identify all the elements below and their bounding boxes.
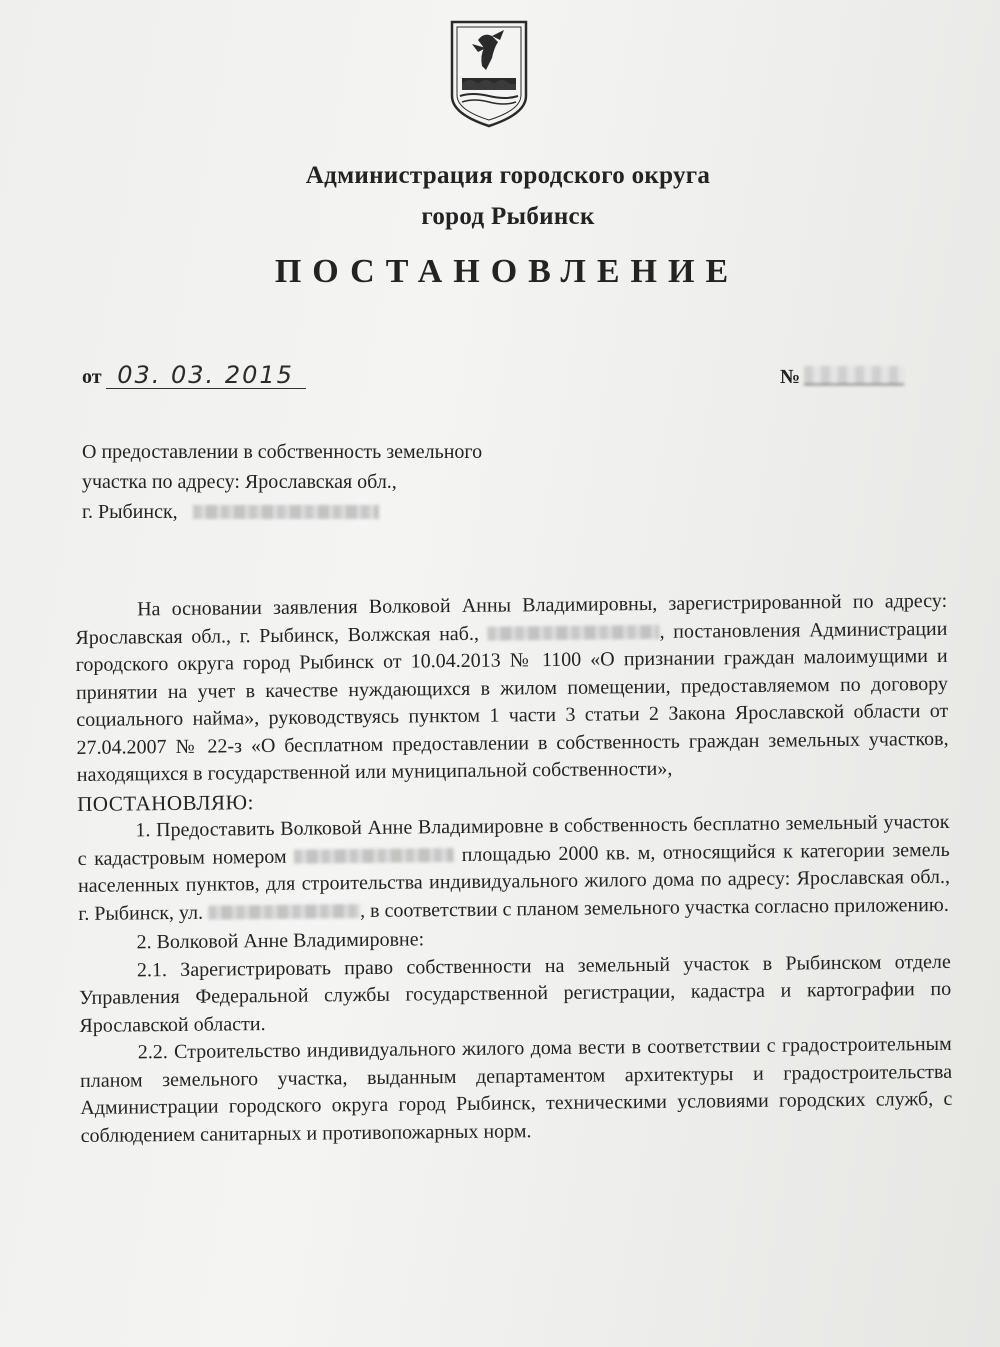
- document-type-title: ПОСТАНОВЛЕНИЕ: [274, 253, 740, 290]
- decree-heading: ПОСТАНОВЛЯЮ:: [77, 789, 255, 816]
- date-label: от: [82, 366, 102, 388]
- organization-name: Администрация городского округа: [305, 162, 711, 189]
- subject-line-3-text: г. Рыбинск,: [82, 501, 178, 523]
- document-number: [780, 366, 904, 389]
- redacted-address: [193, 505, 379, 519]
- subject-line-2: участка по адресу: Ярославская обл.,: [82, 471, 397, 493]
- document-subject: [82, 437, 482, 527]
- document-date: [82, 362, 306, 389]
- item-1-text-c: , в соответствии с планом земельного участка согласно приложению.: [359, 893, 949, 922]
- redacted-cadastral-number: [294, 848, 454, 864]
- preamble-text-1: На основании заявления Волковой Анны Владимировны, зарегистрированной по адресу: Ярославская обл., г. Рыбинск, Волжская наб.,: [75, 589, 948, 649]
- redacted-street: [208, 904, 360, 920]
- redacted-house-number: [488, 624, 660, 640]
- number-label: №: [780, 366, 801, 388]
- item-1-text-b: площадью 2000 кв. м, относящийся к категории земель населенных пунктов, для строительства индивидуального жилого дома по адресу: Ярославская обл., г. Рыбинск, ул.: [77, 838, 951, 925]
- item-1-paragraph: [77, 809, 950, 928]
- preamble-paragraph: [75, 588, 949, 790]
- redacted-number: [804, 366, 904, 385]
- city-name: город Рыбинск: [421, 203, 595, 230]
- subject-line-3: [82, 497, 482, 527]
- item-1-text-a: 1. Предоставить Волковой Анне Владимировне в собственность бесплатно земельный участок с кадастровым номером: [77, 810, 950, 870]
- document-body: [75, 588, 953, 1150]
- city-coat-of-arms-emblem: [448, 18, 530, 130]
- date-value-handwritten: 03. 03. 2015: [106, 362, 306, 389]
- item-2-1-paragraph: 2.1. Зарегистрировать право собственности на земельный участок в Рыбинском отделе Управления Федеральной службы государственной регистрации, кадастра и картографии по Ярославской области.: [79, 950, 952, 1037]
- item-2-heading: 2. Волковой Анне Владимировне:: [136, 928, 425, 954]
- item-2-2-paragraph: 2.2. Строительство индивидуального жилого дома вести в соответствии с градостроительным планом земельного участка, выданным департаментом архитектуры и градостроительства Администрации городского округа город Рыбинск, техническими условиями городских служб, с соблюдением санитарных и противопожарных норм.: [79, 1032, 953, 1147]
- preamble-text-2: , постановления Администрации городского округа город Рыбинск от 10.04.2013 № 1100 «О признании граждан малоимущими и принятии на учет в качестве нуждающихся в жилом помещении, предоставляемом по договору социального найма», руководствуясь пунктом 1 части 3 статьи 2 Закона Ярославской области от 27.04.2007 № 22-з «О бесплатном предоставлении в собственность граждан земельных участков, находящихся в государственной или муниципальной собственности»,: [75, 617, 949, 786]
- subject-line-1: О предоставлении в собственность земельного: [82, 441, 483, 463]
